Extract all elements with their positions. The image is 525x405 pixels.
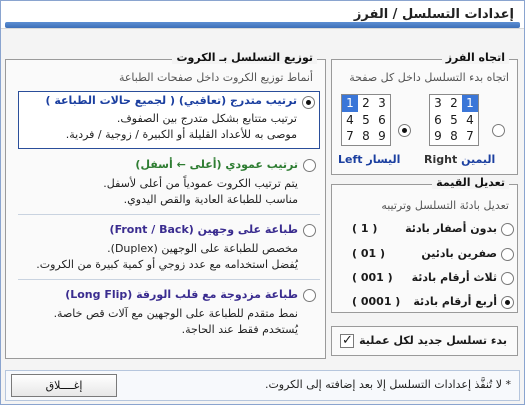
option-staggered-radio[interactable]: [302, 96, 315, 109]
value-option-1-radio[interactable]: [501, 223, 514, 236]
option-vertical-desc: يتم ترتيب الكروت عمودياً من أعلى لأسفل. مناسب للطباعة العادية والقص اليدوي.: [103, 177, 298, 206]
option-duplex[interactable]: [18, 217, 320, 280]
value-option-3-example: ( 001 ): [352, 271, 393, 284]
option-long-flip-title: طباعة مزدوجة مع قلب الورقة (Long Flip): [65, 288, 298, 301]
option-duplex-radio[interactable]: [303, 224, 316, 237]
option-vertical-radio[interactable]: [303, 159, 316, 172]
option-duplex-title: طباعة على وجهين (Front / Back): [109, 223, 298, 236]
distribution-legend: توزيع التسلسل بـ الكروت: [172, 51, 317, 64]
value-option-4-label: أربع أرقام بادئة: [413, 295, 497, 308]
new-sequence-label: بدء تسلسل جديد لكل عملية: [359, 334, 507, 347]
value-legend: تعديل القيمة: [432, 176, 509, 189]
value-panel: [331, 176, 518, 313]
value-option-2-example: ( 01 ): [352, 247, 386, 260]
direction-subtitle: اتجاه بدء التسلسل داخل كل صفحة: [349, 71, 509, 84]
footer-bar: [5, 370, 520, 401]
new-sequence-panel[interactable]: [331, 326, 518, 356]
direction-left-radio[interactable]: [398, 124, 411, 137]
value-option-3-radio[interactable]: [501, 272, 514, 285]
option-vertical[interactable]: [18, 152, 320, 215]
title-bar: [1, 1, 524, 29]
value-subtitle: تعديل بادئة التسلسل وترتيبه: [381, 199, 509, 212]
value-option-4-radio[interactable]: [501, 296, 514, 309]
option-staggered-desc: ترتيب متتابع بشكل متدرج بين الصفوف. موصى به للأعداد القليلة أو الكبيرة / زوجية / فردية.: [65, 112, 297, 141]
distribution-subtitle: أنماط توزيع الكروت داخل صفحات الطباعة: [118, 71, 313, 84]
value-option-4-example: ( 0001 ): [352, 295, 401, 308]
value-option-2-radio[interactable]: [501, 248, 514, 261]
footer-note: * لا تُنفَّذ إعدادات التسلسل إلا بعد إضافته إلى الكروت.: [264, 378, 511, 391]
option-duplex-desc: مخصص للطباعة على الوجهين (Duplex). يُفضل استخدامه مع عدد زوجي أو كمية كبيرة من الكروت.: [36, 242, 298, 271]
direction-right-radio[interactable]: [492, 124, 505, 137]
option-long-flip-radio[interactable]: [303, 289, 316, 302]
value-option-3-label: ثلاث أرقام بادئة: [411, 271, 497, 284]
value-option-1-example: ( 1 ): [352, 222, 378, 235]
close-button[interactable]: إغــــلاق: [11, 374, 117, 397]
option-vertical-title: ترتيب عمودي (أعلى ← أسفل): [135, 158, 298, 171]
option-staggered[interactable]: [18, 91, 320, 149]
direction-right-grid: 3 2 1 6 5 4 9 8 7: [429, 94, 479, 146]
option-long-flip-desc: نمط متقدم للطباعة على الوجهين مع آلات قص خاصة. يُستخدم فقط عند الحاجة.: [53, 307, 298, 336]
title-accent-bar: [5, 22, 520, 28]
value-option-2-label: صفرين بادئين: [421, 247, 497, 260]
option-long-flip[interactable]: [18, 282, 320, 345]
direction-legend: اتجاه الفرز: [442, 51, 509, 64]
direction-right-label: Right اليمين: [424, 153, 496, 166]
option-staggered-title: ترتيب متدرج (تعاقبي) ( لجميع حالات الطباعة ): [45, 94, 297, 107]
direction-panel: [331, 51, 518, 175]
direction-left-grid: 1 2 3 4 5 6 7 8 9: [341, 94, 391, 146]
value-option-1-label: بدون أصفار بادئة: [405, 222, 497, 235]
distribution-panel: [5, 51, 326, 359]
direction-left-label: Left اليسار: [338, 153, 401, 166]
new-sequence-checkbox[interactable]: [340, 334, 354, 348]
window-title: إعدادات التسلسل / الفرز: [353, 7, 514, 22]
